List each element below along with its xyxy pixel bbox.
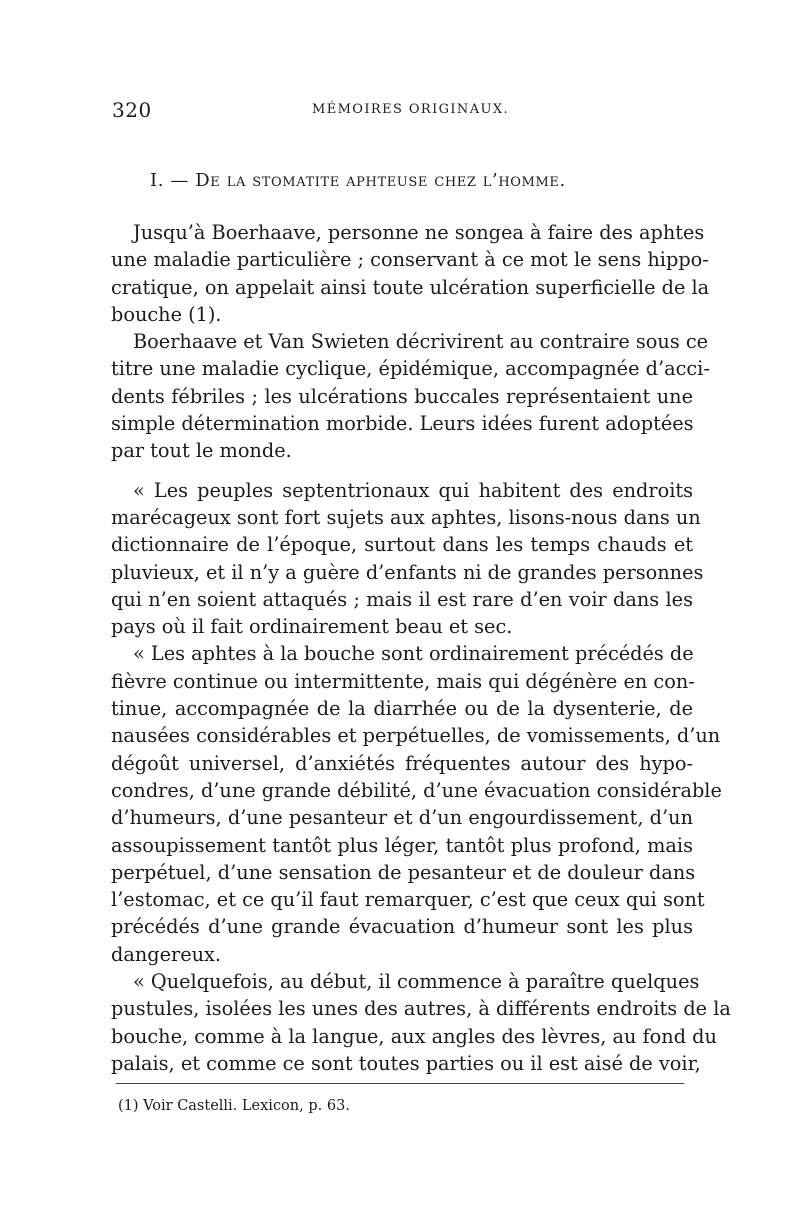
text-line: bouche, comme à la langue, aux angles des lèvres, au fond du bbox=[111, 1024, 717, 1048]
text-line: une maladie particulière ; conservant à ce mot le sens hippo- bbox=[111, 248, 709, 272]
text-line: assoupissement tantôt plus léger, tantôt plus profond, mais bbox=[111, 833, 693, 857]
text-line: pustules, isolées les unes des autres, à différents endroits de la bbox=[111, 997, 731, 1021]
footnote-divider bbox=[116, 1083, 684, 1084]
text-line: cratique, on appelait ainsi toute ulcération superficielle de la bbox=[111, 275, 710, 299]
text-line: « Les peuples septentrionaux qui habitent des endroits bbox=[133, 478, 693, 502]
text-line: marécageux sont fort sujets aux aphtes, lisons-nous dans un bbox=[111, 505, 701, 529]
page-number: 320 bbox=[112, 98, 152, 122]
text-line: d’humeurs, d’une pesanteur et d’un engourdissement, d’un bbox=[111, 806, 693, 830]
running-title: MÉMOIRES ORIGINAUX. bbox=[312, 102, 510, 117]
text-line: dangereux. bbox=[111, 942, 222, 966]
text-line: fièvre continue ou intermittente, mais qui dégénère en con- bbox=[111, 669, 695, 693]
paragraph bbox=[111, 477, 704, 641]
text-line: bouche (1). bbox=[111, 302, 222, 326]
text-line: dents fébriles ; les ulcérations buccales représentaient une bbox=[111, 384, 693, 408]
text-line: « Quelquefois, au début, il commence à paraître quelques bbox=[133, 970, 700, 994]
text-line: perpétuel, d’une sensation de pesanteur et de douleur dans bbox=[111, 860, 696, 884]
text-line: dictionnaire de l’époque, surtout dans les temps chauds et bbox=[111, 533, 693, 557]
text-line: précédés d’une grande évacuation d’humeur sont les plus bbox=[111, 915, 693, 939]
section-title: I. — De la stomatite aphteuse chez l’homme. bbox=[150, 170, 566, 191]
text-line: condres, d’une grande débilité, d’une évacuation considérable bbox=[111, 778, 722, 802]
footnote: (1) Voir Castelli. Lexicon, p. 63. bbox=[118, 1098, 350, 1114]
body-text bbox=[111, 219, 731, 1077]
text-line: simple détermination morbide. Leurs idées furent adoptées bbox=[111, 412, 694, 436]
text-line: l’estomac, et ce qu’il faut remarquer, c’est que ceux qui sont bbox=[111, 888, 705, 912]
text-line: titre une maladie cyclique, épidémique, accompagnée d’acci- bbox=[111, 357, 710, 381]
text-line: par tout le monde. bbox=[111, 439, 292, 463]
text-line: palais, et comme ce sont toutes parties ou il est aisé de voir, bbox=[111, 1051, 701, 1075]
text-line: dégoût universel, d’anxiétés fréquentes autour des hypo- bbox=[111, 751, 693, 775]
text-line: qui n’en soient attaqués ; mais il est rare d’en voir dans les bbox=[111, 587, 693, 611]
paragraph bbox=[111, 640, 722, 968]
paragraph-gap bbox=[111, 465, 693, 477]
text-line: pays où il fait ordinairement beau et sec. bbox=[111, 615, 513, 639]
paragraph bbox=[111, 328, 710, 464]
text-line: Boerhaave et Van Swieten décrivirent au contraire sous ce bbox=[133, 330, 709, 354]
paragraph bbox=[111, 219, 710, 328]
text-line: tinue, accompagnée de la diarrhée ou de la dysenterie, de bbox=[111, 697, 693, 721]
page-header bbox=[112, 98, 692, 122]
text-line: nausées considérables et perpétuelles, de vomissements, d’un bbox=[111, 724, 721, 748]
text-line: « Les aphtes à la bouche sont ordinairement précédés de bbox=[133, 642, 694, 666]
text-line: pluvieux, et il n’y a guère d’enfants ni de grandes personnes bbox=[111, 560, 704, 584]
text-line: Jusqu’à Boerhaave, personne ne songea à faire des aphtes bbox=[133, 221, 705, 244]
paragraph bbox=[111, 968, 731, 1077]
